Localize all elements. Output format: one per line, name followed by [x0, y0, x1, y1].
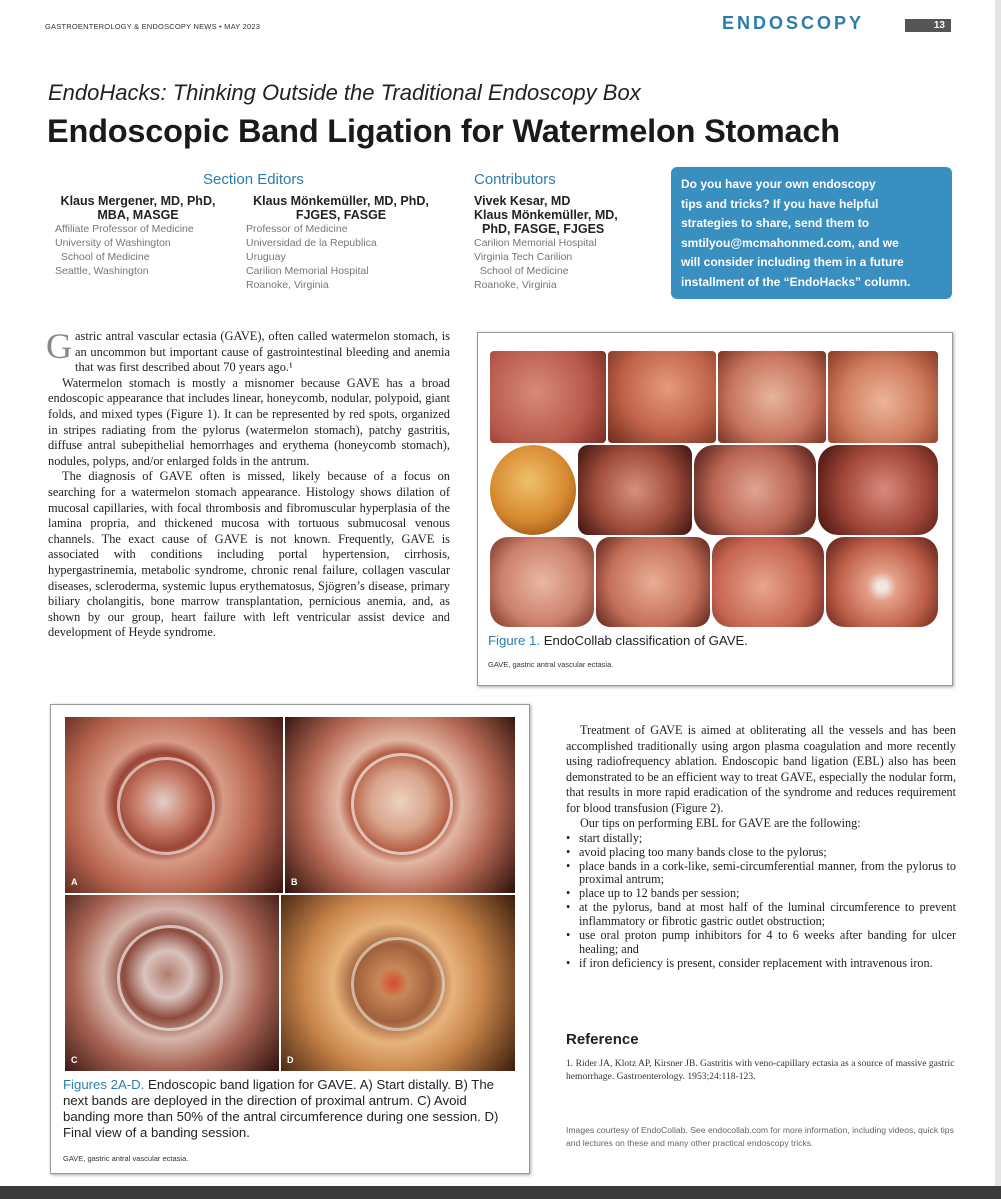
- gave-image: [578, 445, 692, 535]
- gave-image: [490, 537, 594, 627]
- section-name: ENDOSCOPY: [722, 13, 865, 33]
- endohacks-promo-box: Do you have your own endoscopy tips and tricks? If you have helpful strategies to share, send them to smtilyou@mcmahonmed.com, and we will consider including them in a future installment of the “EndoHacks” column.: [671, 167, 952, 299]
- band-ligator-ring: [351, 937, 445, 1031]
- figure-2-panel-c: [65, 895, 279, 1071]
- panel-label-d: D: [287, 1055, 294, 1065]
- list-item: • if iron deficiency is present, consider replacement with intravenous iron.: [579, 957, 956, 971]
- bottom-rule: [0, 1186, 1001, 1199]
- figure-1-caption: Figure 1. EndoCollab classification of GAVE.: [488, 633, 748, 648]
- article-kicker: EndoHacks: Thinking Outside the Traditional Endoscopy Box: [48, 80, 641, 105]
- gave-image: [718, 351, 826, 443]
- gave-image: [712, 537, 824, 627]
- drop-cap: G: [46, 326, 72, 366]
- editor-1-affiliation: Affiliate Professor of Medicine University of Washington School of Medicine Seattle, Washington: [55, 223, 194, 277]
- band-ligator-ring: [351, 753, 453, 855]
- panel-label-b: B: [291, 877, 298, 887]
- editor-2-name: Klaus Mönkemüller, MD, PhD, FJGES, FASGE: [253, 194, 429, 222]
- image-credits: Images courtesy of EndoCollab. See endocollab.com for more information, including videos, quick tips and lectures on these and many other practical endoscopy tricks.: [566, 1125, 954, 1148]
- editor-1-name: Klaus Mergener, MD, PhD, MBA, MASGE: [60, 194, 216, 222]
- contributor-names: Vivek Kesar, MD Klaus Mönkemüller, MD, PhD, FASGE, FJGES: [474, 194, 618, 236]
- figure-2-panel-b: [285, 717, 515, 893]
- editor-1: [55, 194, 235, 278]
- tips-list: [566, 832, 956, 971]
- gave-image: [826, 537, 938, 627]
- list-item: • place bands in a cork-like, semi-circumferential manner, from the pylorus to proximal antrum;: [579, 860, 956, 887]
- list-item: • use oral proton pump inhibitors for 4 to 6 weeks after banding for ulcer healing; and: [579, 929, 956, 956]
- figure-2-panel-a: [65, 717, 283, 893]
- list-item: • avoid placing too many bands close to the pylorus;: [579, 846, 956, 860]
- gave-image: [694, 445, 816, 535]
- contributors-heading: Contributors: [474, 171, 556, 188]
- page-number: 13: [905, 19, 951, 32]
- figure-2: [50, 704, 530, 1174]
- band-ligator-ring: [117, 757, 215, 855]
- contributor-block: [474, 194, 649, 292]
- gave-image: [818, 445, 938, 535]
- list-item: • place up to 12 bands per session;: [579, 887, 956, 901]
- paragraph-1: Gastric antral vascular ectasia (GAVE), often called watermelon stomach, is an uncommon but important cause of gastrointestinal bleeding and anemia that was first described about 70 years ago.¹: [46, 326, 450, 375]
- body-text-right: [566, 723, 956, 971]
- tips-intro: Our tips on performing EBL for GAVE are the following:: [580, 816, 861, 830]
- gave-image: [490, 445, 576, 535]
- figure-1: [477, 332, 953, 686]
- contributor-affiliation: Carilion Memorial Hospital Virginia Tech Carilion School of Medicine Roanoke, Virginia: [474, 237, 597, 291]
- figure-2-panel-d: [281, 895, 515, 1071]
- figure-1-abbreviation: GAVE, gastric antral vascular ectasia.: [488, 660, 614, 669]
- gave-image: [596, 537, 710, 627]
- editor-2-affiliation: Professor of Medicine Universidad de la Republica Uruguay Carilion Memorial Hospital Roanoke, Virginia: [246, 223, 377, 291]
- gave-image: [828, 351, 938, 443]
- panel-label-c: C: [71, 1055, 78, 1065]
- figure-2-caption: Figures 2A-D. Endoscopic band ligation for GAVE. A) Start distally. B) The next bands are deployed in the direction of proximal antrum. C) Avoid banding more than 50% of the antral circumference during one session. D) Final view of a banding session.: [63, 1077, 499, 1140]
- band-ligator-ring: [117, 925, 223, 1031]
- article-title: Endoscopic Band Ligation for Watermelon Stomach: [47, 113, 840, 149]
- gave-image: [490, 351, 606, 443]
- editor-2: [246, 194, 446, 292]
- section-editors-heading: Section Editors: [203, 171, 304, 188]
- panel-label-a: A: [71, 877, 78, 887]
- figure-2-abbreviation: GAVE, gastric antral vascular ectasia.: [63, 1154, 189, 1163]
- gave-image: [608, 351, 716, 443]
- paragraph-3: The diagnosis of GAVE often is missed, likely because of a focus on searching for a watermelon stomach appearance. Histology shows dilation of mucosal capillaries, with focal thrombosis and fibromuscular hyperplasia of the lamina propria, and thickened mucosa with tortuous submucosal venous channels. The exact cause of GAVE is not known. Frequently, GAVE is associated with conditions including portal hypertension, cirrhosis, hypergastrinemia, metabolic syndrome, chronic renal failure, collagen vascular diseases, scleroderma, systemic lupus erythematosus, Sjögren’s disease, primary biliary cholangitis, bone marrow transplantation, pernicious anemia, and, as shown by our group, heart failure with left ventricular assist device and development of Heyde syndrome.: [48, 469, 450, 640]
- masthead: GASTROENTEROLOGY & ENDOSCOPY NEWS • MAY 2023: [45, 22, 261, 31]
- figure-1-image-grid: [490, 351, 938, 627]
- reference-heading: Reference: [566, 1031, 639, 1048]
- list-item: • at the pylorus, band at most half of the luminal circumference to prevent inflammatory or fibrotic gastric outlet obstruction;: [579, 901, 956, 928]
- body-text-left: [46, 326, 450, 641]
- paragraph-2: Watermelon stomach is mostly a misnomer because GAVE has a broad endoscopic appearance that includes linear, honeycomb, nodular, polypoid, giant folds, and mixed types (Figure 1). It can be represented by red spots, organized in stripes radiating from the pylorus (watermelon stomach), patchy gastritis, diffuse antral subepithelial hemorrhages and erythema (honeycomb stomach), nodules, polyps, and/or enlarged folds in the antrum.: [48, 375, 450, 468]
- list-item: • start distally;: [579, 832, 956, 846]
- reference-entry: 1. Rider JA, Klotz AP, Kirsner JB. Gastritis with veno-capillary ectasia as a source of massive gastric hemorrhage. Gastroenterology. 1953;24:118-123.: [566, 1058, 955, 1082]
- treatment-paragraph: Treatment of GAVE is aimed at obliterating all the vessels and has been accomplished traditionally using argon plasma coagulation and more recently using radiofrequency ablation. Endoscopic band ligation (EBL) also has been demonstrated to be an efficient way to treat GAVE, especially the nodular form, that results in more rapid eradication of the syndrome and reduces requirement for blood transfusion (Figure 2).: [566, 723, 956, 815]
